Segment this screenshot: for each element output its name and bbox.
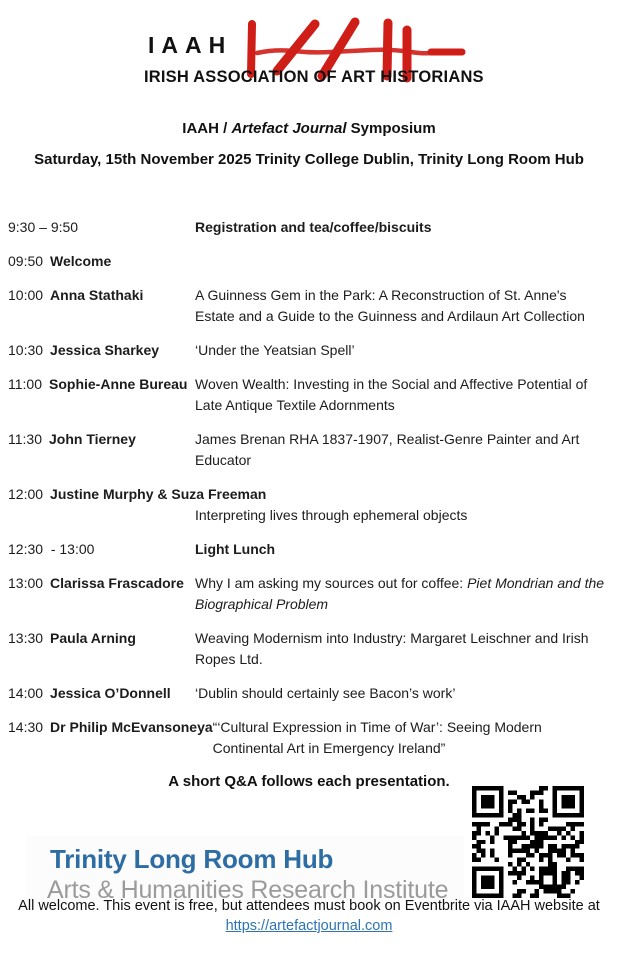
session-title: Woven Wealth: Investing in the Social and Affective Potential of Late Antique Textile Adornments bbox=[195, 376, 588, 413]
schedule-row bbox=[8, 573, 610, 615]
speaker-name: Clarissa Frascadore bbox=[50, 575, 184, 591]
row-left bbox=[8, 285, 195, 327]
schedule-row bbox=[8, 251, 610, 272]
event-date-location: Saturday, 15th November 2025 Trinity College Dublin, Trinity Long Room Hub bbox=[34, 151, 584, 168]
session-time: 09:50 bbox=[8, 253, 44, 269]
session-time: 14:30 bbox=[8, 719, 44, 735]
row-left bbox=[8, 486, 266, 502]
speaker-name: Paula Arning bbox=[50, 630, 136, 646]
schedule-row bbox=[8, 683, 610, 704]
schedule-row bbox=[8, 717, 610, 759]
booking-link-line bbox=[0, 918, 618, 934]
schedule-row bbox=[8, 374, 610, 416]
speaker-name: John Tierney bbox=[49, 431, 136, 447]
session-title: ‘Under the Yeatsian Spell’ bbox=[195, 342, 355, 358]
schedule-row bbox=[8, 484, 610, 526]
row-left bbox=[8, 217, 195, 238]
speaker-name: Dr Philip McEvansoneya bbox=[50, 719, 213, 735]
session-time: 11:30 bbox=[8, 431, 42, 447]
booking-info: All welcome. This event is free, but attendees must book on Eventbrite via IAAH website at bbox=[18, 898, 600, 914]
row-left bbox=[8, 429, 195, 471]
speaker-name: Jessica Sharkey bbox=[50, 342, 160, 358]
schedule-row bbox=[8, 628, 610, 670]
session-title: Registration and tea/coffee/biscuits bbox=[195, 219, 432, 235]
speaker-name: Sophie-Anne Bureau bbox=[49, 376, 188, 392]
iaah-logo-text: IAAH bbox=[148, 32, 233, 58]
session-title: Why I am asking my sources out for coffee: Piet Mondrian and the Biographical Problem bbox=[195, 575, 605, 612]
session-time: 13:00 bbox=[8, 575, 44, 591]
session-title: Weaving Modernism into Industry: Margaret Leischner and Irish Ropes Ltd. bbox=[195, 630, 589, 667]
speaker-name: Welcome bbox=[50, 253, 112, 269]
tlrh-title: Trinity Long Room Hub bbox=[50, 844, 334, 874]
qa-note: A short Q&A follows each presentation. bbox=[168, 773, 450, 790]
session-time: 11:00 bbox=[8, 376, 42, 392]
schedule-row bbox=[8, 429, 610, 471]
speaker-name: Jessica O’Donnell bbox=[50, 685, 171, 701]
qr-code bbox=[472, 786, 584, 898]
artefact-journal-link[interactable]: https://artefactjournal.com bbox=[225, 918, 393, 934]
session-title: Interpreting lives through ephemeral objects bbox=[195, 507, 468, 523]
session-time: 10:00 bbox=[8, 287, 44, 303]
iaah-logo-subtitle: IRISH ASSOCIATION OF ART HISTORIANS bbox=[144, 68, 484, 86]
row-left bbox=[8, 539, 195, 560]
session-title bbox=[195, 251, 610, 272]
schedule-row bbox=[8, 217, 610, 238]
iaah-logo bbox=[144, 8, 484, 100]
page-title bbox=[0, 120, 618, 137]
row-left bbox=[8, 683, 195, 704]
speaker-name: Anna Stathaki bbox=[50, 287, 144, 303]
session-title: James Brenan RHA 1837-1907, Realist-Genre Painter and Art Educator bbox=[195, 431, 580, 468]
session-time: 12:30 - 13:00 bbox=[8, 541, 95, 557]
session-time: 14:00 bbox=[8, 685, 44, 701]
schedule bbox=[8, 217, 610, 759]
row-left bbox=[8, 251, 195, 272]
speaker-name: Justine Murphy & Suza Freeman bbox=[50, 486, 267, 502]
session-title: “‘Cultural Expression in Time of War’: Seeing Modern Continental Art in Emergency Ireland” bbox=[212, 719, 542, 756]
session-time: 10:30 bbox=[8, 342, 44, 358]
session-time: 9:30 – 9:50 bbox=[8, 219, 79, 235]
schedule-row bbox=[8, 539, 610, 560]
page-title-suffix: Symposium bbox=[346, 120, 436, 137]
page-title-journal: Artefact Journal bbox=[231, 120, 347, 137]
row-left bbox=[8, 374, 195, 416]
schedule-row bbox=[8, 285, 610, 327]
trinity-long-room-hub-logo bbox=[26, 836, 464, 902]
row-left bbox=[8, 573, 195, 615]
session-title: A Guinness Gem in the Park: A Reconstruction of St. Anne's Estate and a Guide to the Guinness and Ardilaun Art Collection bbox=[195, 287, 585, 324]
session-time: 12:00 bbox=[8, 486, 44, 502]
tlrh-subtitle: Arts & Humanities Research Institute bbox=[47, 876, 449, 904]
session-time: 13:30 bbox=[8, 630, 44, 646]
session-title: Light Lunch bbox=[195, 541, 276, 557]
schedule-row bbox=[8, 340, 610, 361]
page-title-prefix: IAAH / bbox=[182, 120, 232, 137]
row-left bbox=[8, 340, 195, 361]
row-left bbox=[8, 717, 213, 759]
row-left bbox=[8, 628, 195, 670]
session-title: ‘Dublin should certainly see Bacon’s work’ bbox=[195, 685, 456, 701]
